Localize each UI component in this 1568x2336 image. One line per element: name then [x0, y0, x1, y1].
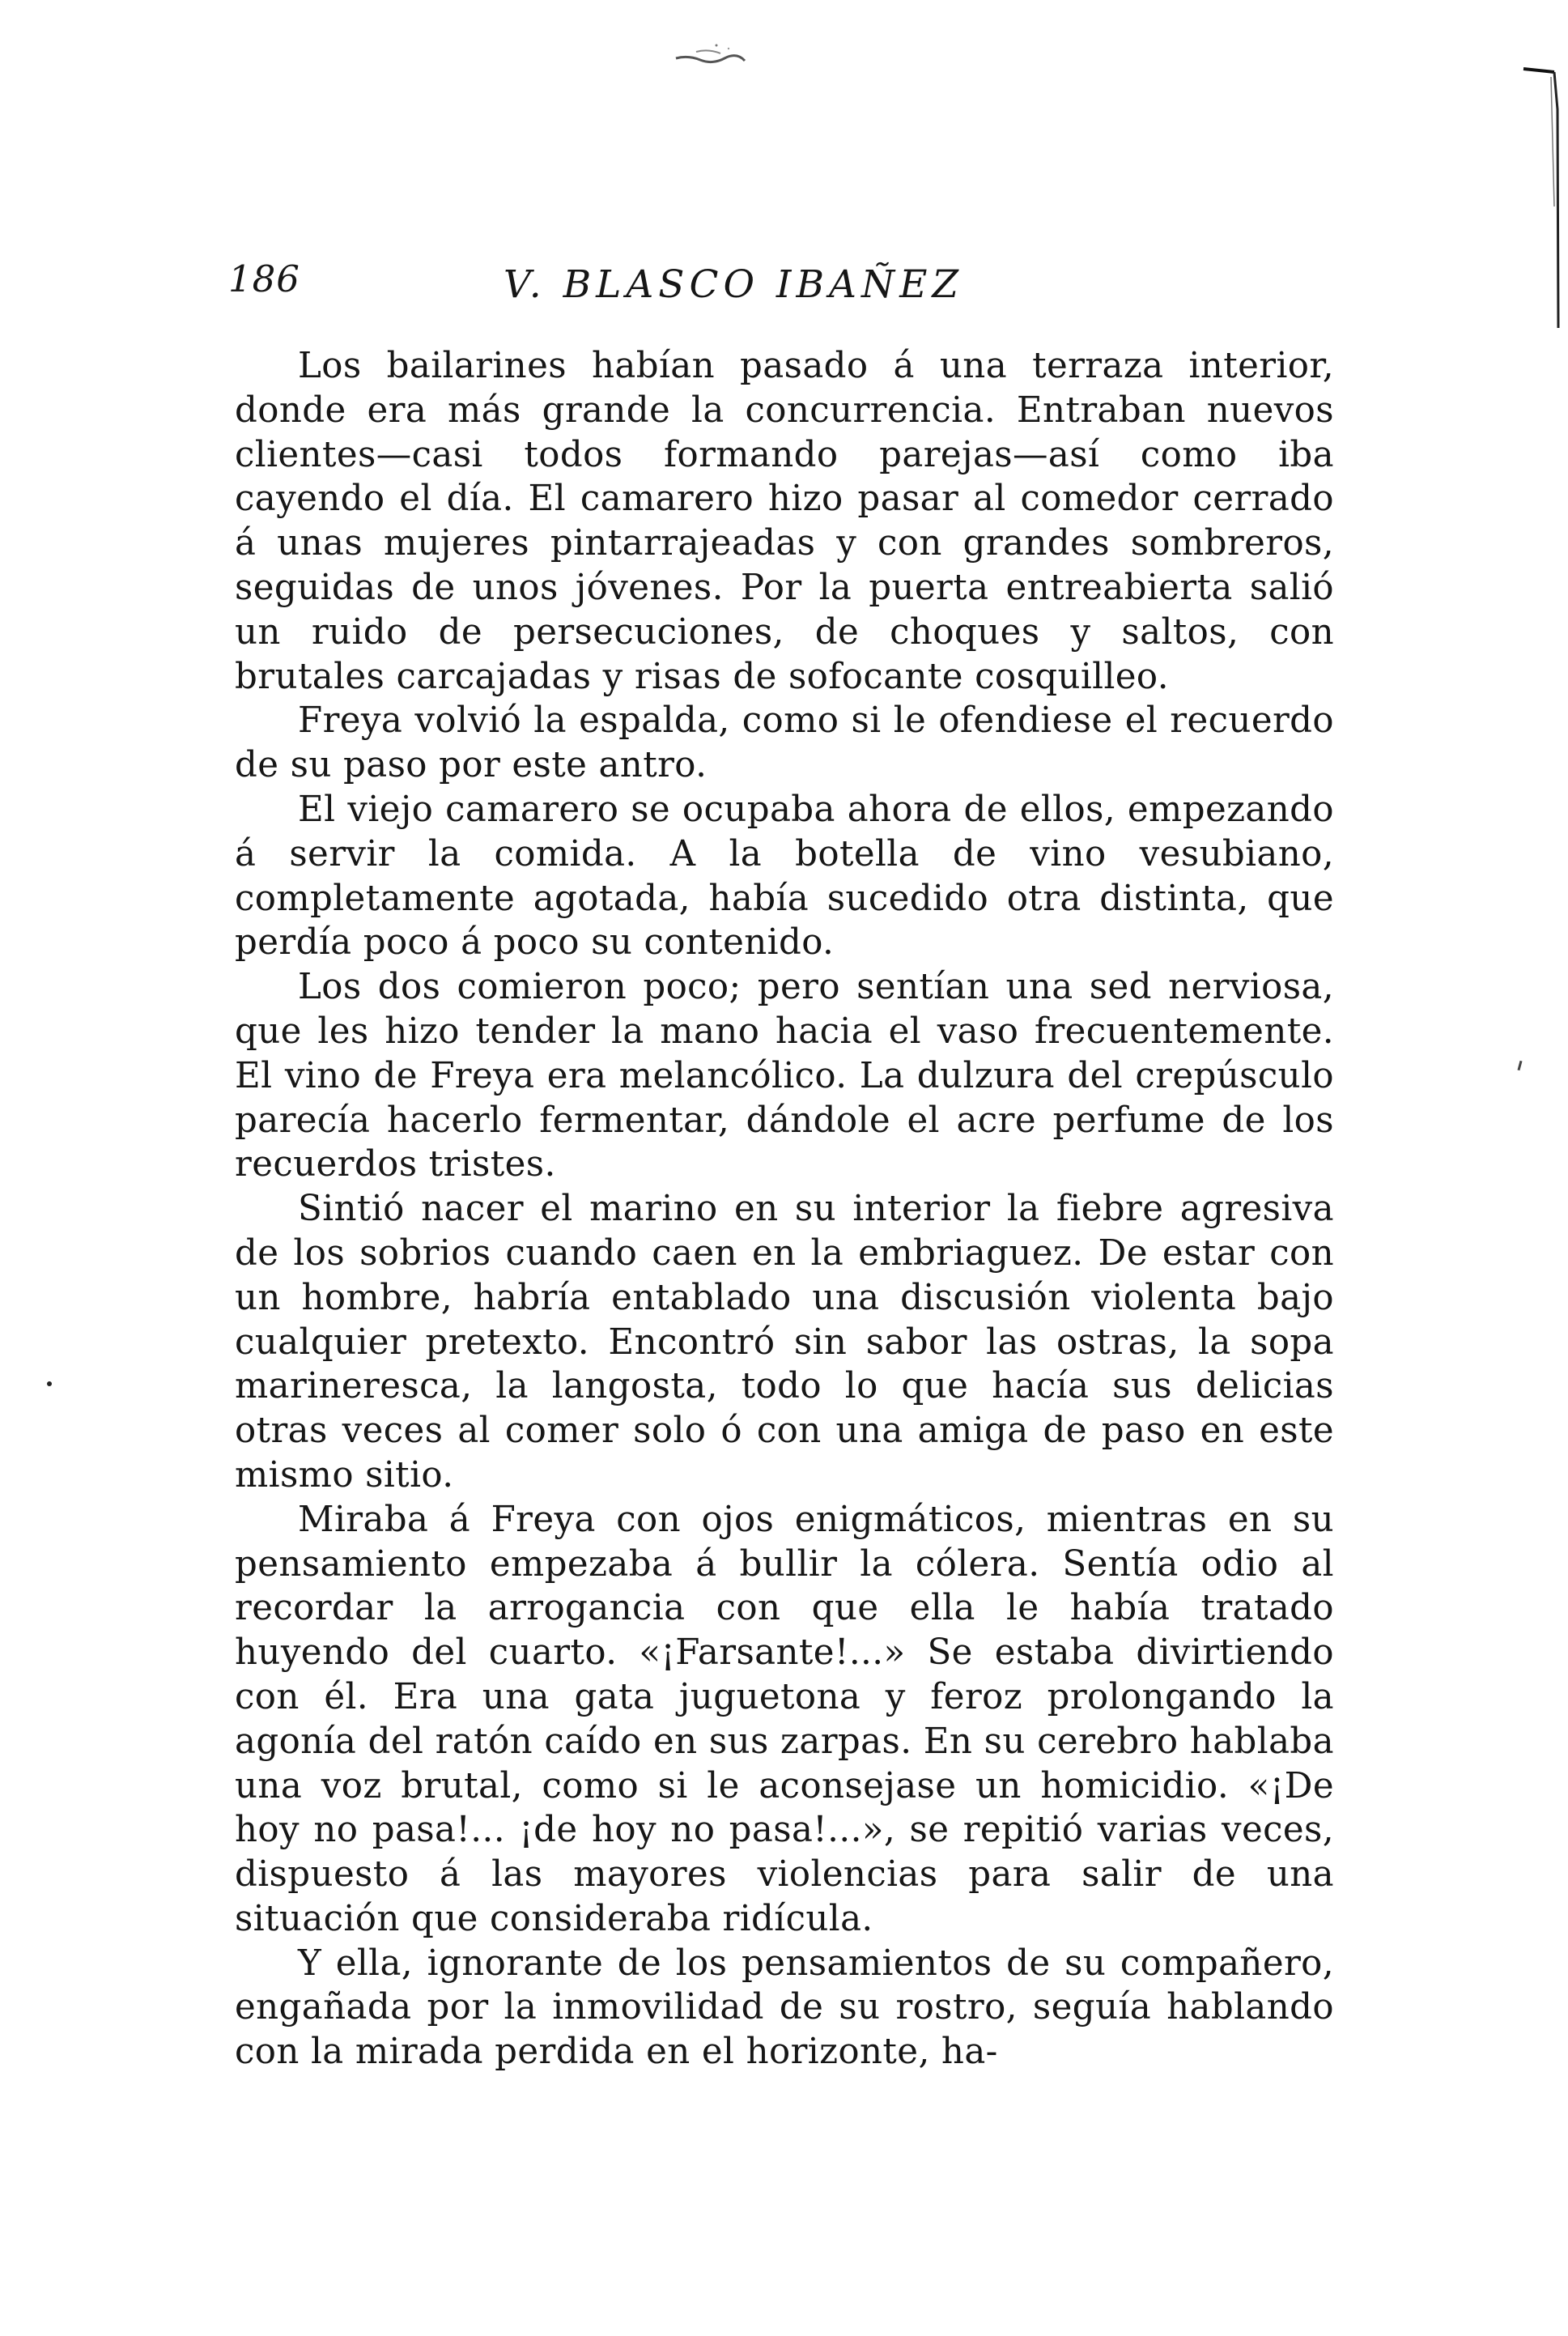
ink-smudge	[672, 40, 749, 68]
paragraph: Los dos comieron poco; pero sentían una sed nerviosa, que les hizo tender la mano hacia el vaso frecuentemente. El vino de Freya era melancólico. La dulzura del crepúsculo parecía hacerlo fermentar, dándole el acre perfume de los recuerdos tristes.	[235, 967, 1334, 1185]
paragraph: Freya volvió la espalda, como si le ofendiese el recuerdo de su paso por este antro.	[235, 700, 1334, 786]
paragraph: Sintió nacer el marino en su interior la fiebre agresiva de los sobrios cuando caen en la embriaguez. De estar con un hombre, habría entablado una discusión violenta bajo cualquier pretexto. Encontró sin sabor las ostras, la sopa marineresca, la langosta, todo lo que hacía sus delicias otras veces al comer solo ó con una amiga de paso en este mismo sitio.	[235, 1189, 1334, 1496]
stray-ink-dot	[47, 1381, 52, 1386]
running-head: V. BLASCO IBAÑEZ	[504, 262, 964, 307]
paragraph: Miraba á Freya con ojos enigmáticos, mientras en su pensamiento empezaba á bullir la cólera. Sentía odio al recordar la arrogancia con que ella le había tratado huyendo del cuarto. «¡Farsante!...» Se estaba divirtiendo con él. Era una gata juguetona y feroz prolongando la agonía del ratón caído en sus zarpas. En su cerebro hablaba una voz brutal, como si le aconsejase un homicidio. «¡De hoy no pasa!... ¡de hoy no pasa!...», se repitió varias veces, dispuesto á las mayores violencias para salir de una situación que consideraba ridícula.	[235, 1499, 1334, 1939]
paragraph: Y ella, ignorante de los pensamientos de su compañero, engañada por la inmovilidad de su rostro, seguía hablando con la mirada perdida en el horizonte, ha-	[235, 1942, 1334, 2073]
paragraph: El viejo camarero se ocupaba ahora de ellos, empezando á servir la comida. A la botella de vino vesubiano, completamente agotada, había sucedido otra distinta, que perdía poco á poco su contenido.	[235, 789, 1334, 964]
stray-ink-mark	[1517, 1061, 1522, 1070]
paragraph: Los bailarines habían pasado á una terraza interior, donde era más grande la concurrencia. Entraban nuevos clientes—casi todos formando parejas—así como iba cayendo el día. El camarero hizo pasar al comedor cerrado á unas mujeres pintarrajeadas y con grandes sombreros, seguidas de unos jóvenes. Por la puerta entreabierta salió un ruido de persecuciones, de choques y saltos, con brutales carcajadas y risas de sofocante cosquilleo.	[235, 346, 1334, 697]
body-text	[235, 344, 1334, 2074]
page-edge-mark	[1522, 61, 1562, 328]
page-number: 186	[228, 257, 300, 300]
page-header	[228, 257, 1329, 322]
